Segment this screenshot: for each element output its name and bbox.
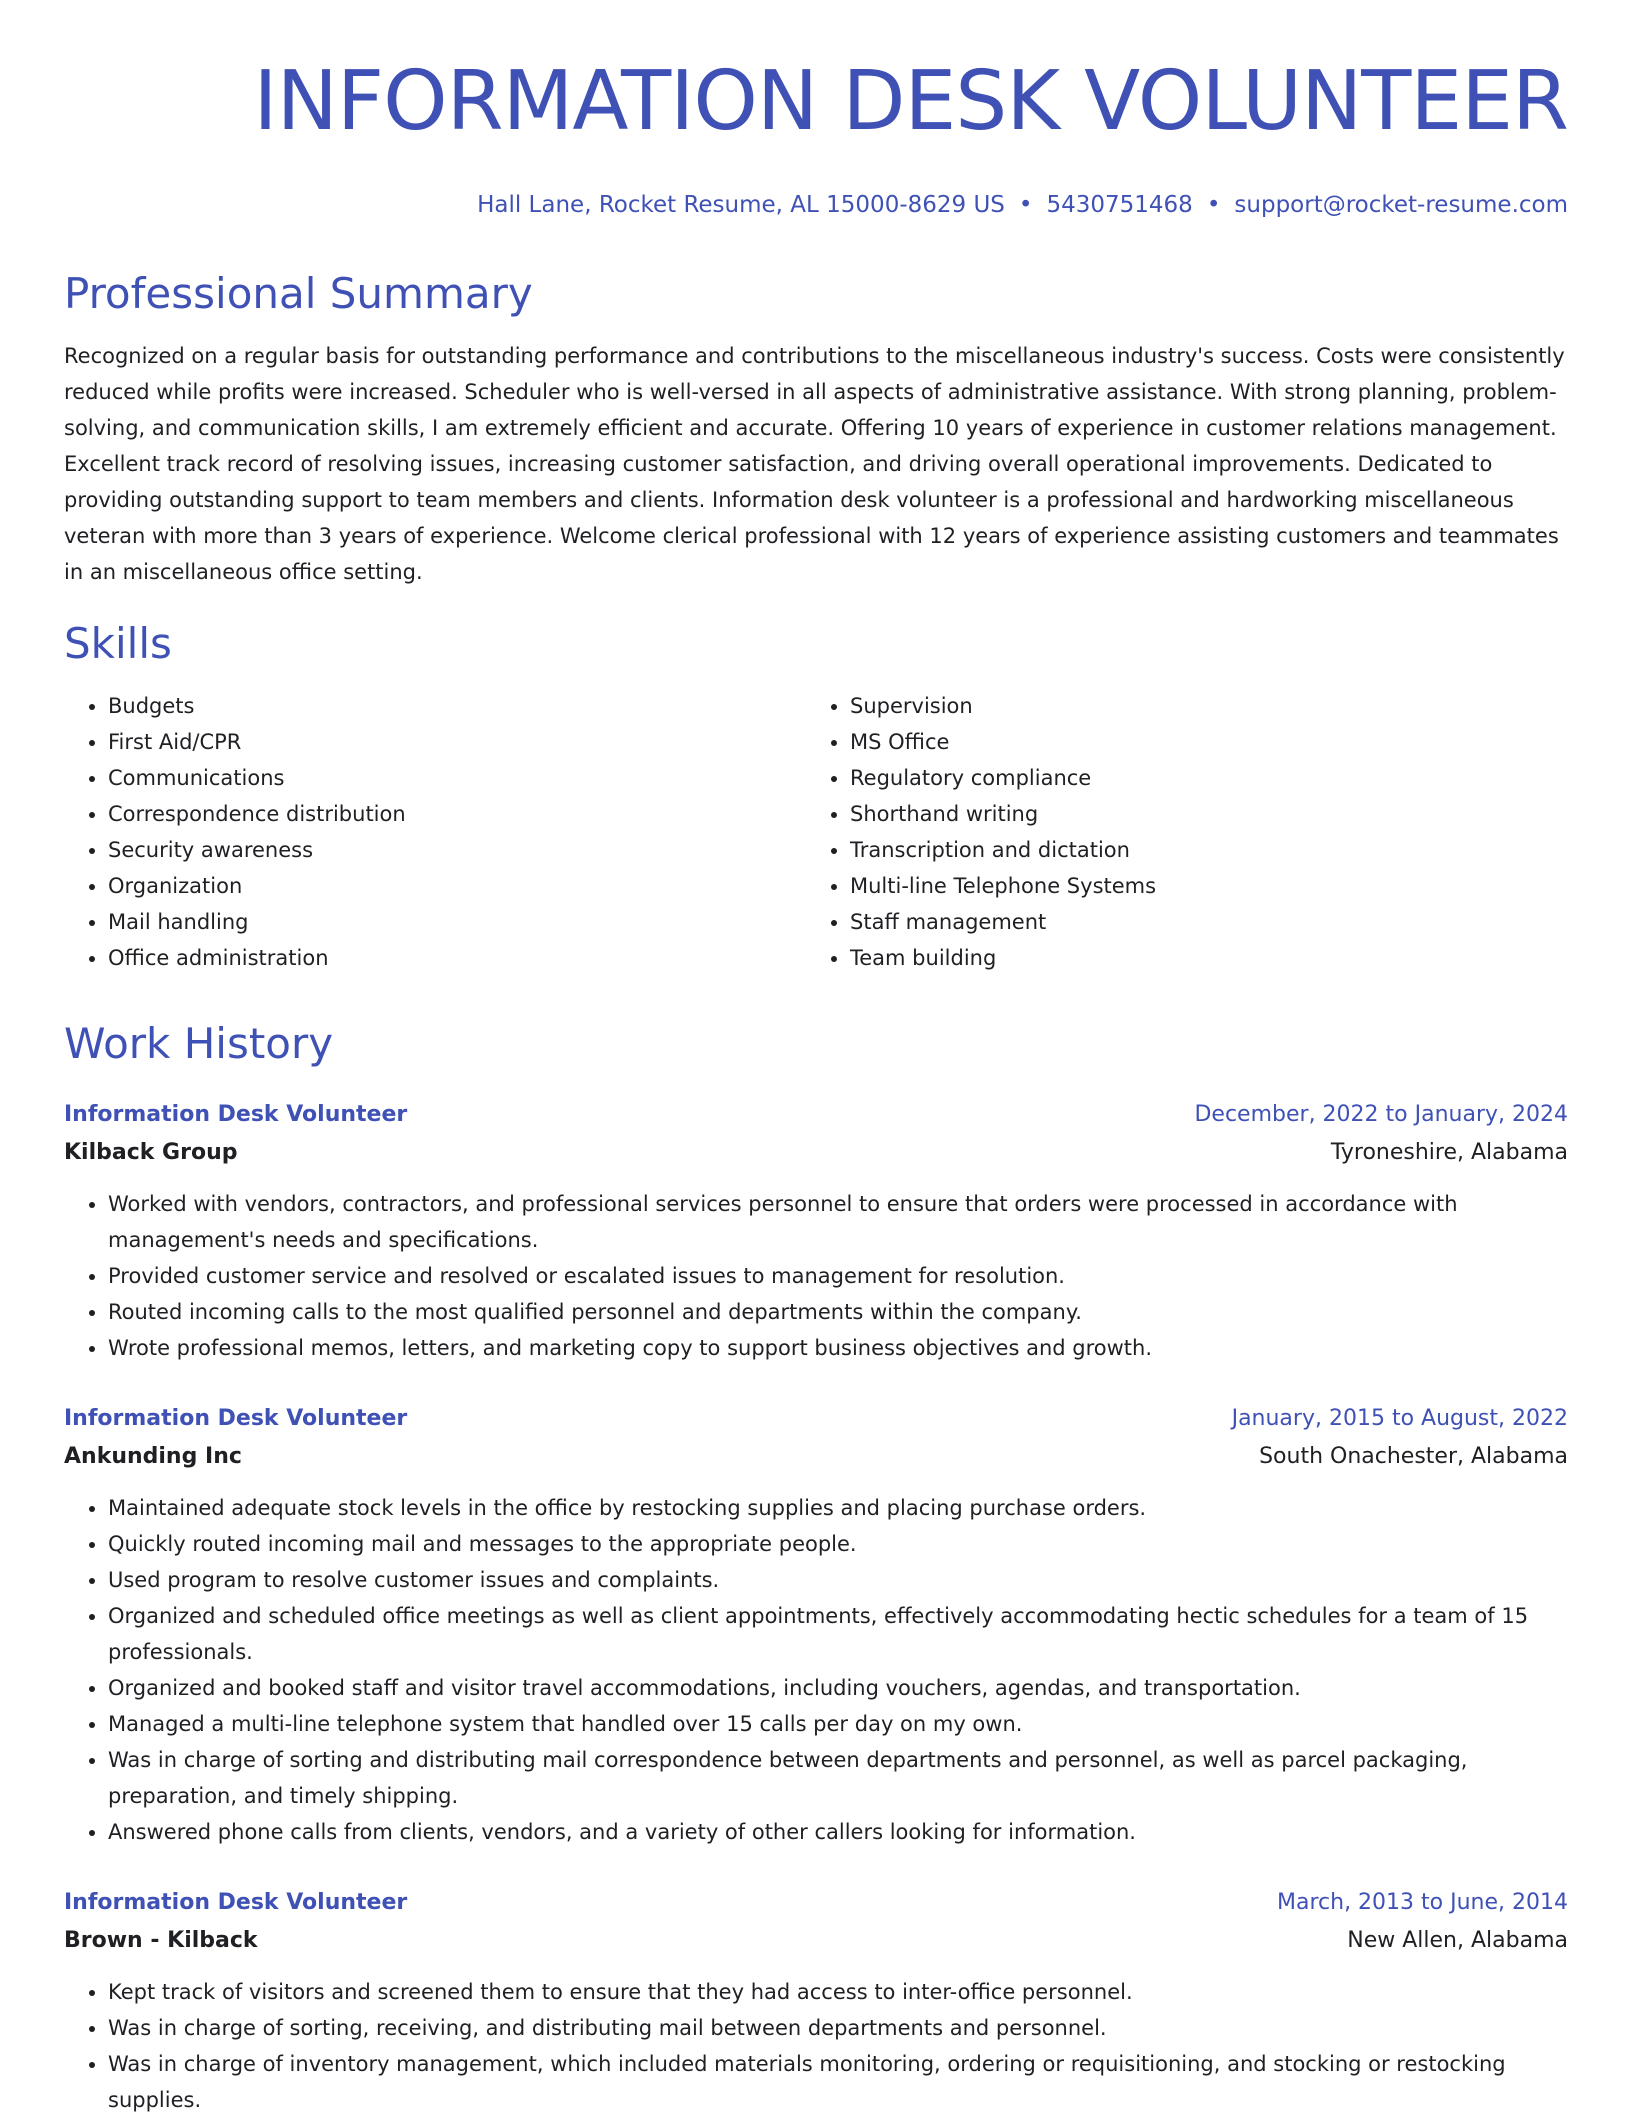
job-header-row [64, 1400, 1568, 1438]
skill-item: • Mail handling [108, 904, 806, 940]
contact-separator: • [1206, 192, 1221, 218]
skill-item: • Supervision [850, 688, 1548, 724]
job-bullets [64, 1490, 1568, 1850]
job-bullet: • Answered phone calls from clients, vendors, and a variety of other callers looking for information. [108, 1814, 1568, 1850]
job-title: Information Desk Volunteer [64, 1406, 408, 1431]
job-dates: March, 2013 to June, 2014 [1277, 1890, 1568, 1915]
job-entry [64, 1400, 1568, 1850]
contact-email: support@rocket-resume.com [1234, 192, 1568, 218]
skill-item: • Staff management [850, 904, 1548, 940]
job-bullet: • Kept track of visitors and screened them to ensure that they had access to inter-office personnel. [108, 1974, 1568, 2010]
job-bullet: • Wrote professional memos, letters, and marketing copy to support business objectives and growth. [108, 1330, 1568, 1366]
job-company-row [64, 1134, 1568, 1172]
skill-item: • First Aid/CPR [108, 724, 806, 760]
skills-list-right [806, 688, 1548, 976]
job-bullet: • Routed incoming calls to the most qualified personnel and departments within the company. [108, 1294, 1568, 1330]
job-entry [64, 1884, 1568, 2118]
job-bullets [64, 1186, 1568, 1366]
skills-heading: Skills [64, 619, 172, 668]
job-location: New Allen, Alabama [1347, 1928, 1568, 1953]
summary-heading: Professional Summary [64, 269, 533, 318]
job-bullet: • Managed a multi-line telephone system that handled over 15 calls per day on my own. [108, 1706, 1568, 1742]
job-bullet: • Was in charge of inventory management, which included materials monitoring, ordering or requisitioning, and stocking or restocking supplies. [108, 2046, 1568, 2118]
contact-separator: • [1018, 192, 1033, 218]
summary-text: Recognized on a regular basis for outstanding performance and contributions to the miscellaneous industry's success. Costs were consistently reduced while profits were increased. Scheduler who is well-versed in all aspects of administrative assistance. With strong planning, problem-solving, and communication skills, I am extremely efficient and accurate. Offering 10 years of experience in customer relations management. Excellent track record of resolving issues, increasing customer satisfaction, and driving overall operational improvements. Dedicated to providing outstanding support to team members and clients. Information desk volunteer is a professional and hardworking miscellaneous veteran with more than 3 years of experience. Welcome clerical professional with 12 years of experience assisting customers and teammates in an miscellaneous office setting. [64, 344, 1565, 584]
skill-item: • Organization [108, 868, 806, 904]
job-bullet: • Organized and scheduled office meetings as well as client appointments, effectively accommodating hectic schedules for a team of 15 professionals. [108, 1598, 1568, 1670]
skill-item: • Security awareness [108, 832, 806, 868]
job-entry [64, 1096, 1568, 1366]
job-dates: December, 2022 to January, 2024 [1194, 1102, 1568, 1127]
job-title: Information Desk Volunteer [64, 1102, 408, 1127]
job-bullet: • Worked with vendors, contractors, and professional services personnel to ensure that orders were processed in accordance with management's needs and specifications. [108, 1186, 1568, 1258]
job-location: South Onachester, Alabama [1259, 1444, 1568, 1469]
job-title: Information Desk Volunteer [64, 1890, 408, 1915]
skill-item: • Team building [850, 940, 1548, 976]
contact-address: Hall Lane, Rocket Resume, AL 15000-8629 US [477, 192, 1005, 218]
job-company: Ankunding Inc [64, 1444, 242, 1469]
skill-item: • Office administration [108, 940, 806, 976]
job-bullet: • Was in charge of sorting and distributing mail correspondence between departments and personnel, as well as parcel packaging, preparation, and timely shipping. [108, 1742, 1568, 1814]
job-company: Kilback Group [64, 1140, 238, 1165]
skill-item: • Transcription and dictation [850, 832, 1548, 868]
skill-item: • Budgets [108, 688, 806, 724]
job-bullet: • Quickly routed incoming mail and messages to the appropriate people. [108, 1526, 1568, 1562]
skills-list-left [64, 688, 806, 976]
job-company-row [64, 1922, 1568, 1960]
job-bullet: • Maintained adequate stock levels in the office by restocking supplies and placing purchase orders. [108, 1490, 1568, 1526]
work-history-heading: Work History [64, 1019, 334, 1068]
job-company-row [64, 1438, 1568, 1476]
skill-item: • Regulatory compliance [850, 760, 1548, 796]
job-bullet: • Organized and booked staff and visitor travel accommodations, including vouchers, agendas, and transportation. [108, 1670, 1568, 1706]
job-bullets [64, 1974, 1568, 2118]
job-header-row [64, 1884, 1568, 1922]
job-location: Tyroneshire, Alabama [1330, 1140, 1568, 1165]
job-header-row [64, 1096, 1568, 1134]
contact-phone: 5430751468 [1046, 192, 1193, 218]
job-bullet: • Was in charge of sorting, receiving, and distributing mail between departments and personnel. [108, 2010, 1568, 2046]
skill-item: • Communications [108, 760, 806, 796]
skill-item: • Shorthand writing [850, 796, 1548, 832]
skill-item: • Multi-line Telephone Systems [850, 868, 1548, 904]
skill-item: • Correspondence distribution [108, 796, 806, 832]
job-dates: January, 2015 to August, 2022 [1231, 1406, 1568, 1431]
skill-item: • MS Office [850, 724, 1548, 760]
job-company: Brown - Kilback [64, 1928, 258, 1953]
contact-line [64, 190, 1568, 220]
page-title: INFORMATION DESK VOLUNTEER [253, 54, 1568, 149]
job-bullet: • Used program to resolve customer issues and complaints. [108, 1562, 1568, 1598]
job-bullet: • Provided customer service and resolved or escalated issues to management for resolution. [108, 1258, 1568, 1294]
skills-columns [64, 688, 1568, 976]
